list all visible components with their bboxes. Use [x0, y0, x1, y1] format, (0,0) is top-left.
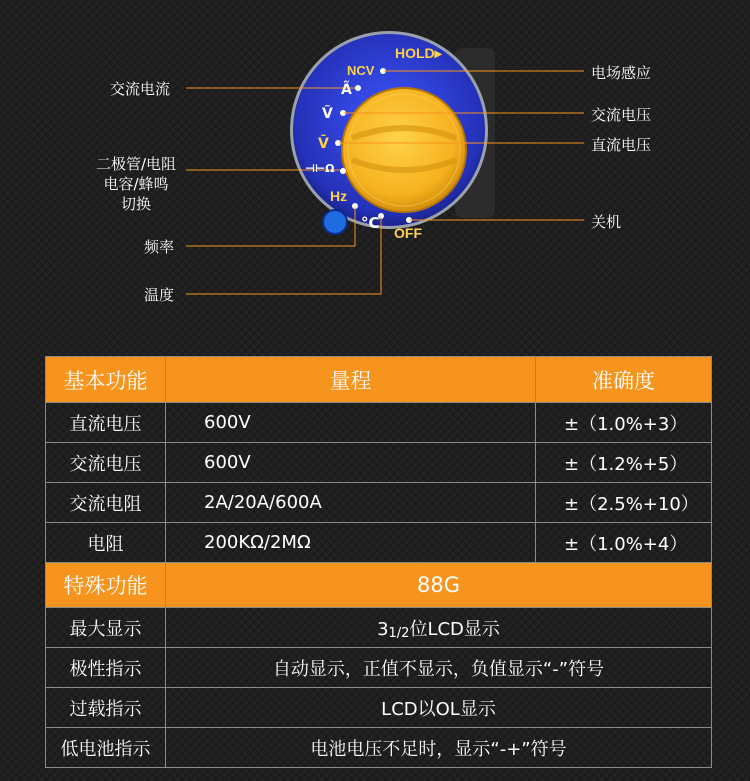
header-special-function: 特殊功能 [46, 563, 166, 608]
callout-diode-line3: 切换 [120, 195, 151, 213]
special-header-row [46, 563, 712, 608]
dial-temp-label: °C [361, 214, 380, 232]
dial-section [0, 0, 750, 330]
callout-ac-current: 交流电流 [110, 80, 171, 98]
max-display-fraction: 1/2 [388, 625, 410, 641]
header-accuracy: 准确度 [536, 357, 712, 403]
dial-hold-label: HOLD▸ [395, 45, 442, 61]
table-header-row [46, 357, 712, 403]
table-row [46, 728, 712, 768]
table-row [46, 608, 712, 648]
row-accuracy: ±（2.5%+10） [536, 483, 712, 523]
row-function: 最大显示 [46, 608, 166, 648]
row-accuracy: ±（1.0%+3） [536, 403, 712, 443]
callout-temperature: 温度 [144, 286, 175, 304]
dial-ac-current-label: Ã [341, 82, 352, 98]
row-function: 极性指示 [46, 648, 166, 688]
table-row [46, 523, 712, 563]
callout-frequency: 频率 [144, 238, 175, 256]
dial-ncv-label: NCV [347, 63, 375, 78]
row-range: 600V [166, 443, 536, 483]
row-function: 低电池指示 [46, 728, 166, 768]
dial-ac-voltage-label: Ṽ [322, 106, 333, 122]
row-range: 200KΩ/2MΩ [166, 523, 536, 563]
row-range: 2A/20A/600A [166, 483, 536, 523]
row-function: 交流电压 [46, 443, 166, 483]
row-value: 自动显示，正值不显示，负值显示“-”符号 [166, 648, 712, 688]
row-function: 电阻 [46, 523, 166, 563]
row-range: 600V [166, 403, 536, 443]
row-value: LCD以OL显示 [166, 688, 712, 728]
max-display-digits: 3 [377, 618, 389, 640]
rotary-knob[interactable] [342, 88, 466, 212]
callout-diode-line1: 二极管/电阻 [95, 155, 177, 173]
callout-dc-voltage: 直流电压 [591, 136, 652, 154]
row-accuracy: ±（1.2%+5） [536, 443, 712, 483]
row-function: 直流电压 [46, 403, 166, 443]
callout-ac-voltage: 交流电压 [591, 106, 652, 124]
callout-diode-line2: 电容/蜂鸣 [103, 175, 169, 193]
dial-off-label: OFF [394, 225, 422, 241]
dial-diode-label: ⊣⊢Ω [305, 162, 335, 175]
row-accuracy: ±（1.0%+4） [536, 523, 712, 563]
special-model-value: 88G [166, 563, 712, 608]
header-range: 量程 [166, 357, 536, 403]
table-row [46, 688, 712, 728]
table-row [46, 403, 712, 443]
max-display-suffix: 位LCD显示 [409, 618, 500, 640]
dial-dc-voltage-label: V̄ [318, 136, 329, 152]
row-function: 交流电阻 [46, 483, 166, 523]
table-row [46, 443, 712, 483]
table-row [46, 483, 712, 523]
dial-button[interactable] [323, 210, 347, 234]
callout-off: 关机 [591, 213, 622, 231]
table-row [46, 648, 712, 688]
row-value: 电池电压不足时，显示“-+”符号 [166, 728, 712, 768]
dial-hz-label: Hz [330, 188, 348, 204]
spec-table [45, 356, 712, 768]
callout-diode-resistance [86, 154, 186, 214]
callout-ncv: 电场感应 [591, 64, 652, 82]
row-function: 过载指示 [46, 688, 166, 728]
header-basic-function: 基本功能 [46, 357, 166, 403]
row-value [166, 608, 712, 648]
